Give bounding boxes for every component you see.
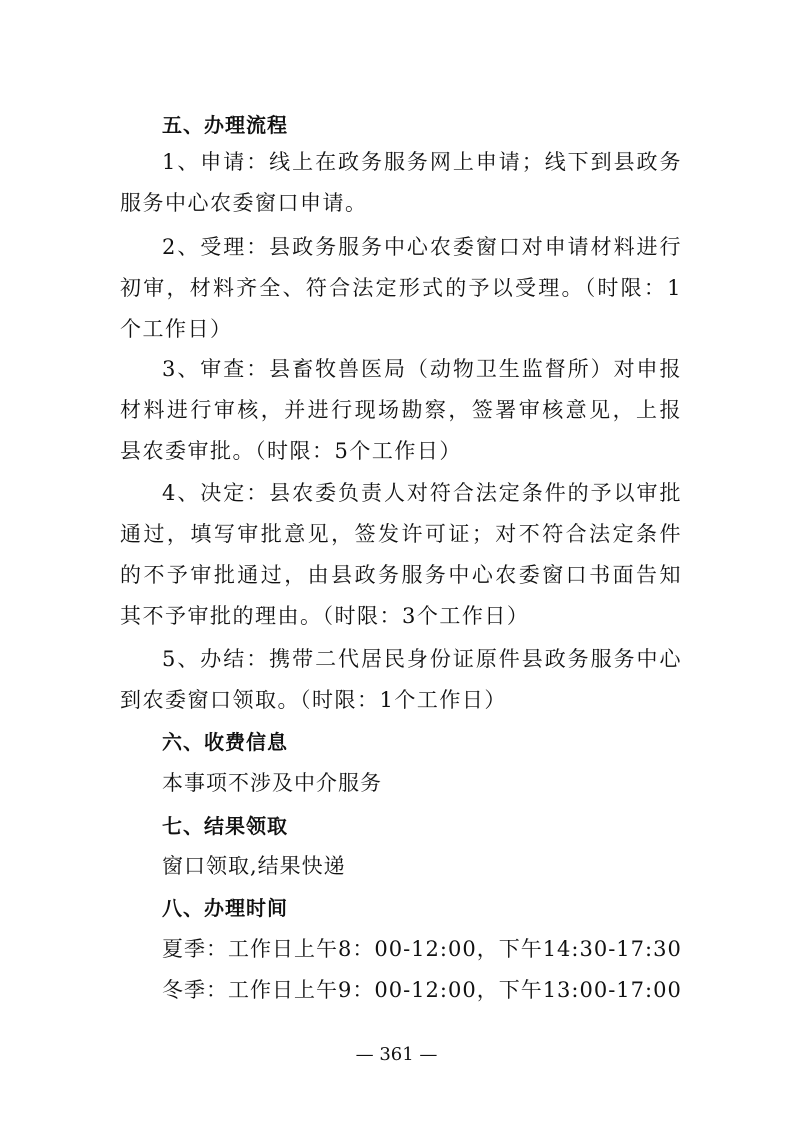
hours-summer: 夏季：工作日上午8：00-12:00，下午14:30-17:30 — [162, 937, 682, 961]
hours-winter: 冬季：工作日上午9：00-12:00，下午13:00-17:00 — [162, 978, 682, 1002]
process-step-apply: 1、申请：线上在政务服务网上申请；线下到县政务服务中心农委窗口申请。 — [120, 150, 682, 215]
page-number: — 361 — — [355, 1044, 438, 1065]
process-step-decision: 4、决定：县农委负责人对符合法定条件的予以审批通过，填写审批意见，签发许可证；对不符合法定条件的不予审批通过，由县政务服务中心农委窗口书面告知其不予审批的理由。（时限：3个工作日） — [120, 481, 682, 628]
process-step-review: 3、审查：县畜牧兽医局（动物卫生监督所）对申报材料进行审核，并进行现场勘察，签署审核意见，上报县农委审批。（时限：5个工作日） — [120, 357, 682, 463]
result-text: 窗口领取,结果快递 — [162, 854, 346, 878]
process-step-accept: 2、受理：县政务服务中心农委窗口对申请材料进行初审，材料齐全、符合法定形式的予以受理。（时限：1个工作日） — [120, 235, 682, 341]
process-step-complete: 5、办结：携带二代居民身份证原件县政务服务中心到农委窗口领取。（时限：1个工作日） — [120, 647, 682, 712]
fees-text: 本事项不涉及中介服务 — [162, 771, 382, 795]
section-heading-hours: 八、办理时间 — [162, 896, 288, 920]
section-heading-result: 七、结果领取 — [162, 814, 288, 838]
section-heading-fees: 六、收费信息 — [162, 730, 288, 754]
section-heading-process: 五、办理流程 — [162, 113, 288, 137]
